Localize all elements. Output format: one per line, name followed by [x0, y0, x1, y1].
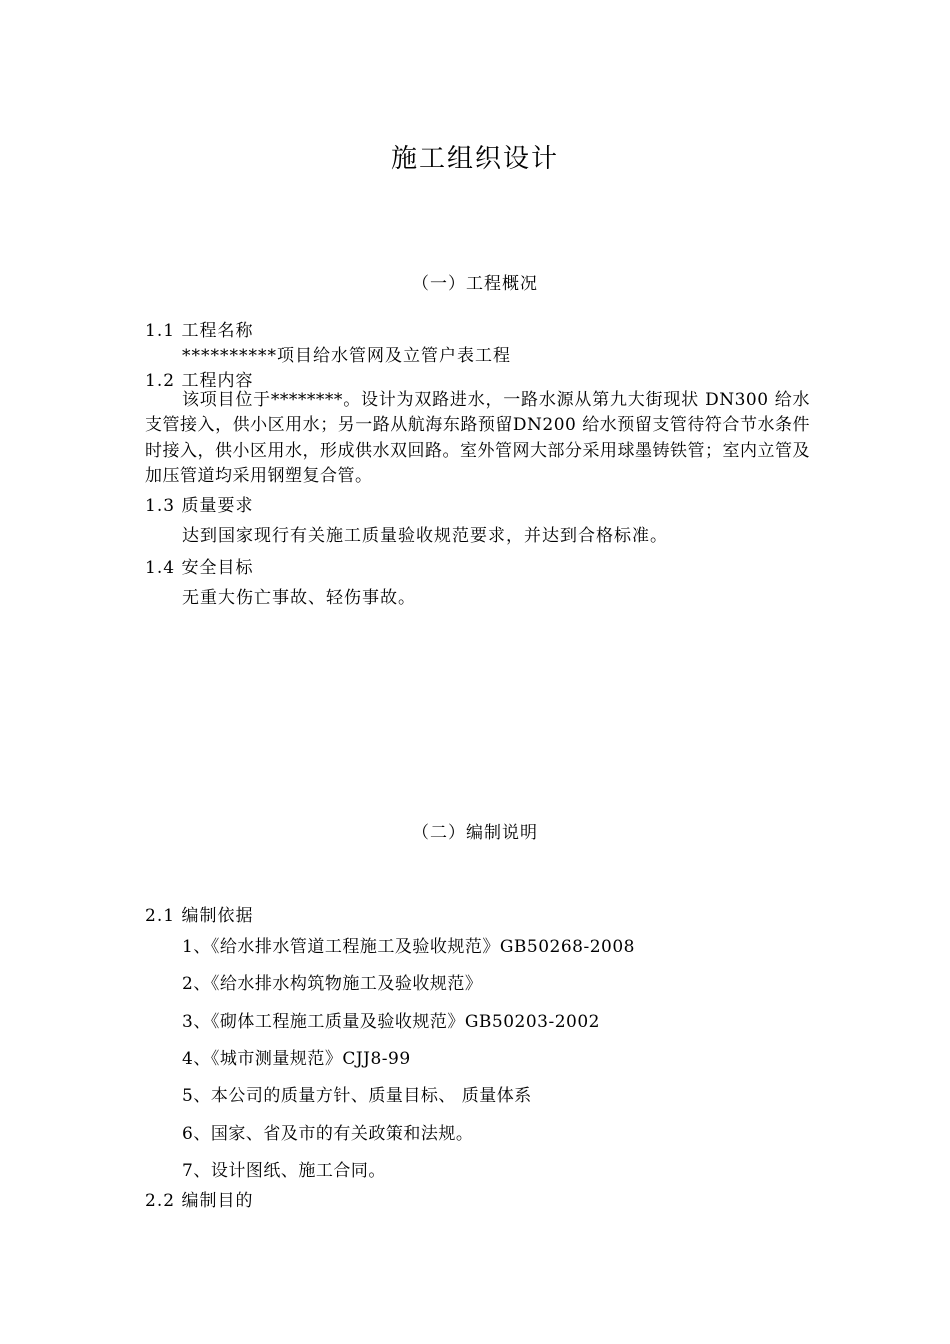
- reference-list-item: 6、国家、省及市的有关政策和法规。: [182, 1124, 474, 1144]
- heading-project-name: 1.1 工程名称: [145, 321, 254, 341]
- section-heading-compilation: （二）编制说明: [412, 823, 538, 843]
- heading-project-content: 1.2 工程内容: [145, 371, 254, 391]
- heading-quality-requirement: 1.3 质量要求: [145, 496, 254, 516]
- heading-compilation-basis: 2.1 编制依据: [145, 906, 254, 926]
- project-name-text: **********项目给水管网及立管户表工程: [182, 346, 511, 366]
- reference-list-item: 3、《砌体工程施工质量及验收规范》GB50203-2002: [182, 1012, 600, 1032]
- reference-list-item: 2、《给水排水构筑物施工及验收规范》: [182, 974, 483, 994]
- safety-goal-text: 无重大伤亡事故、轻伤事故。: [182, 588, 416, 608]
- reference-list-item: 4、《城市测量规范》CJJ8-99: [182, 1049, 411, 1069]
- reference-list-item: 7、设计图纸、施工合同。: [182, 1161, 386, 1181]
- reference-list-item: 1、《给水排水管道工程施工及验收规范》GB50268-2008: [182, 937, 635, 957]
- reference-list-item: 5、本公司的质量方针、质量目标、 质量体系: [182, 1086, 532, 1106]
- heading-compilation-purpose: 2.2 编制目的: [145, 1191, 254, 1211]
- project-content-paragraph: 该项目位于********。设计为双路进水，一路水源从第九大街现状 DN300 给水支管接入，供小区用水；另一路从航海东路预留DN200 给水预留支管待符合节水条件时接入，供小区用水，形成供水双回路。室外管网大部分采用球墨铸铁管；室内立管及加压管道均采用钢塑复合管。: [145, 390, 810, 486]
- document-title: 施工组织设计: [390, 144, 559, 174]
- quality-requirement-text: 达到国家现行有关施工质量验收规范要求，并达到合格标准。: [182, 526, 668, 546]
- section-heading-overview: （一）工程概况: [412, 274, 538, 294]
- heading-safety-goal: 1.4 安全目标: [145, 558, 254, 578]
